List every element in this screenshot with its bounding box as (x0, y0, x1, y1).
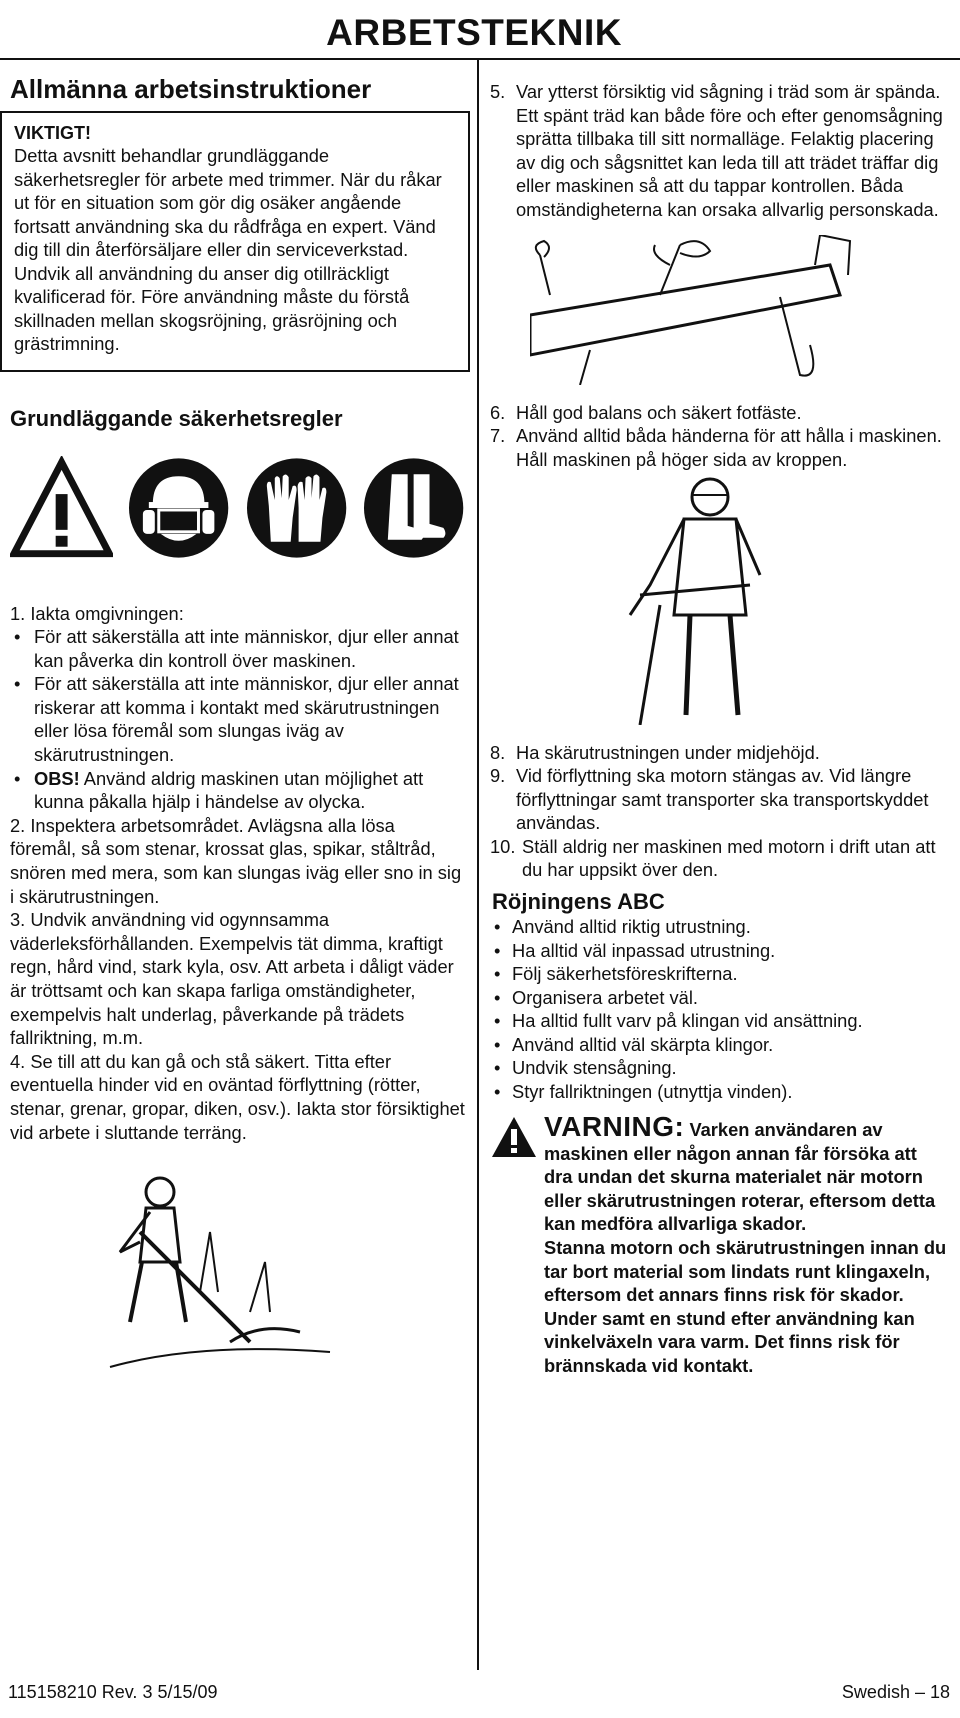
rule-1-title: 1. Iakta omgivningen: (10, 602, 184, 624)
left-column (10, 66, 465, 1377)
section-title: Allmänna arbetsinstruktioner (10, 74, 372, 104)
rule-6 (490, 401, 950, 425)
trimmer-slope-illustration (100, 1172, 340, 1372)
abc-list (490, 915, 950, 1103)
page-header-title: ARBETSTEKNIK (326, 12, 622, 53)
abc-item: • Ha alltid väl inpassad utrustning. (490, 939, 950, 963)
header-rule (0, 58, 960, 60)
rule-6-text: Håll god balans och säkert fotfäste. (516, 401, 802, 423)
rule-9-text: Vid förflyttning ska motorn stängas av. Vid längre förflyttningar samt transporter ska transportskyddet användas. (516, 765, 929, 833)
column-divider (477, 60, 479, 1670)
rule-4: 4. Se till att du kan gå och stå säkert. Titta efter eventuella hinder vid en oväntad förflyttning (rötter, stenar, grenar, gropar, diken, osv.). Iakta stor försiktighet vid arbete i sluttande terräng. (10, 1050, 465, 1143)
tensioned-tree-illustration (530, 235, 860, 385)
rule-5-number: 5. (490, 81, 506, 102)
footer-doc-info: 115158210 Rev. 3 5/15/09 (8, 1682, 218, 1702)
abc-item: • Organisera arbetet väl. (490, 986, 950, 1010)
warning-icon-wrap (490, 1115, 544, 1378)
rule-1-bullet-3-text: Använd aldrig maskinen utan möjlighet att kunna påkalla hjälp i händelse av olycka. (34, 767, 424, 813)
rule-3: 3. Undvik användning vid ogynnsamma väderleksförhållanden. Exempelvis tät dimma, kraftigt regn, hård vind, stark kyla, osv. Att arbeta i dåligt väder är tröttsamt och kan skapa farliga omständigheter, exempelvis halt underlag, påverkande på trädets fallriktning, m.m. (10, 909, 454, 1049)
rules-title: Grundläggande säkerhetsregler (10, 405, 343, 431)
rule-1-bullet-1: • För att säkerställa att inte människor, djur eller annat kan påverka din kontroll över maskinen. (10, 625, 465, 672)
operator-illustration (600, 475, 820, 725)
warning-block (490, 1111, 950, 1378)
rule-7-text: Använd alltid båda händerna för att hålla i maskinen. Håll maskinen på höger sida av kroppen. (516, 425, 942, 470)
warning-text-1: Varken användaren av maskinen eller någon annan får försöka att dra undan det skurna materialet när motorn eller skärutrustningen roterar, eftersom detta kan medföra allvarliga skador. (544, 1119, 936, 1235)
rule-2: 2. Inspektera arbetsområdet. Avlägsna alla lösa föremål, så som stenar, krossat glas, spikar, ståltråd, snören med mera, som kan slungas iväg eller sno in sig i skärutrustningen. (10, 814, 462, 907)
rule-10-number: 10. (490, 835, 516, 857)
important-text: Detta avsnitt behandlar grundläggande säkerhetsregler för arbete med trimmer. När du råkar ut för en situation som gör dig osäker angående fortsatt användning ska du rådfråga en expert. Vänd dig till din återförsäljare eller din serviceverkstad. Undvik all användning du anser dig otillräckligt kvalificerad för. Före användning måste du förstå skillnaden mellan skogsröjning, gräsröjning och grästrimning. (14, 145, 442, 354)
rule-5-text: Var ytterst försiktig vid sågning i träd som är spända. Ett spänt träd kan både före och efter genomsågning sprätta tillbaka till sitt normalläge. Felaktig placering av dig och sågsnittet kan leda till att trädet träffar dig eller maskinen så att du tappar kontrollen. Båda omständigheterna kan orsaka allvarlig personskada. (516, 81, 943, 220)
rule-7-number: 7. (490, 425, 506, 446)
helmet-visor-earmuffs-icon (127, 456, 230, 560)
abc-item: • Använd alltid riktig utrustning. (490, 915, 950, 939)
important-box (0, 111, 470, 372)
warning-label: VARNING: (544, 1111, 685, 1142)
rule-1-bullet-3 (10, 767, 465, 814)
right-column (490, 80, 950, 1378)
abc-item: • Styr fallriktningen (utnyttja vinden). (490, 1080, 950, 1104)
footer-page-number: Swedish – 18 (841, 1682, 950, 1702)
warning-triangle-icon (490, 1115, 538, 1159)
abc-item: • Undvik stensågning. (490, 1056, 950, 1080)
important-heading: VIKTIGT! (14, 123, 91, 143)
gloves-icon (245, 456, 348, 560)
warning-text-2: Stanna motorn och skärutrustningen innan du tar bort material som lindats runt klingaxeln, eftersom det annars finns risk för skador. (544, 1236, 947, 1306)
warning-triangle-icon (10, 456, 113, 560)
warning-text-3: Under samt en stund efter användning kan vinkelväxeln vara varm. Det finns risk för brännskada vid kontakt. (544, 1307, 915, 1376)
rule-7 (490, 424, 950, 471)
rule-10 (490, 835, 950, 882)
boots-icon (362, 456, 465, 560)
rule-8-text: Ha skärutrustningen under midjehöjd. (516, 741, 820, 763)
rule-9-number: 9. (490, 765, 506, 786)
abc-item: • Ha alltid fullt varv på klingan vid ansättning. (490, 1009, 950, 1033)
warning-text (544, 1111, 950, 1378)
safety-pictograms (10, 448, 465, 568)
rule-10-text: Ställ aldrig ner maskinen med motorn i drift utan att du har uppsikt över den. (522, 835, 936, 880)
abc-item: • Använd alltid väl skärpta klingor. (490, 1033, 950, 1057)
rule-1-bullet-2: • För att säkerställa att inte människor, djur eller annat riskerar att komma i kontakt med skärutrustningen eller lösa föremål som slungas iväg av skärutrustningen. (10, 672, 465, 766)
rule-9 (490, 764, 950, 835)
rule-6-number: 6. (490, 401, 506, 423)
rule-5 (490, 80, 950, 221)
rule-8-number: 8. (490, 741, 506, 763)
abc-item: • Följ säkerhetsföreskrifterna. (490, 962, 950, 986)
obs-label: OBS! (34, 767, 80, 789)
abc-title: Röjningens ABC (492, 888, 665, 914)
basic-rules-list (10, 602, 465, 1145)
rule-8 (490, 741, 950, 765)
